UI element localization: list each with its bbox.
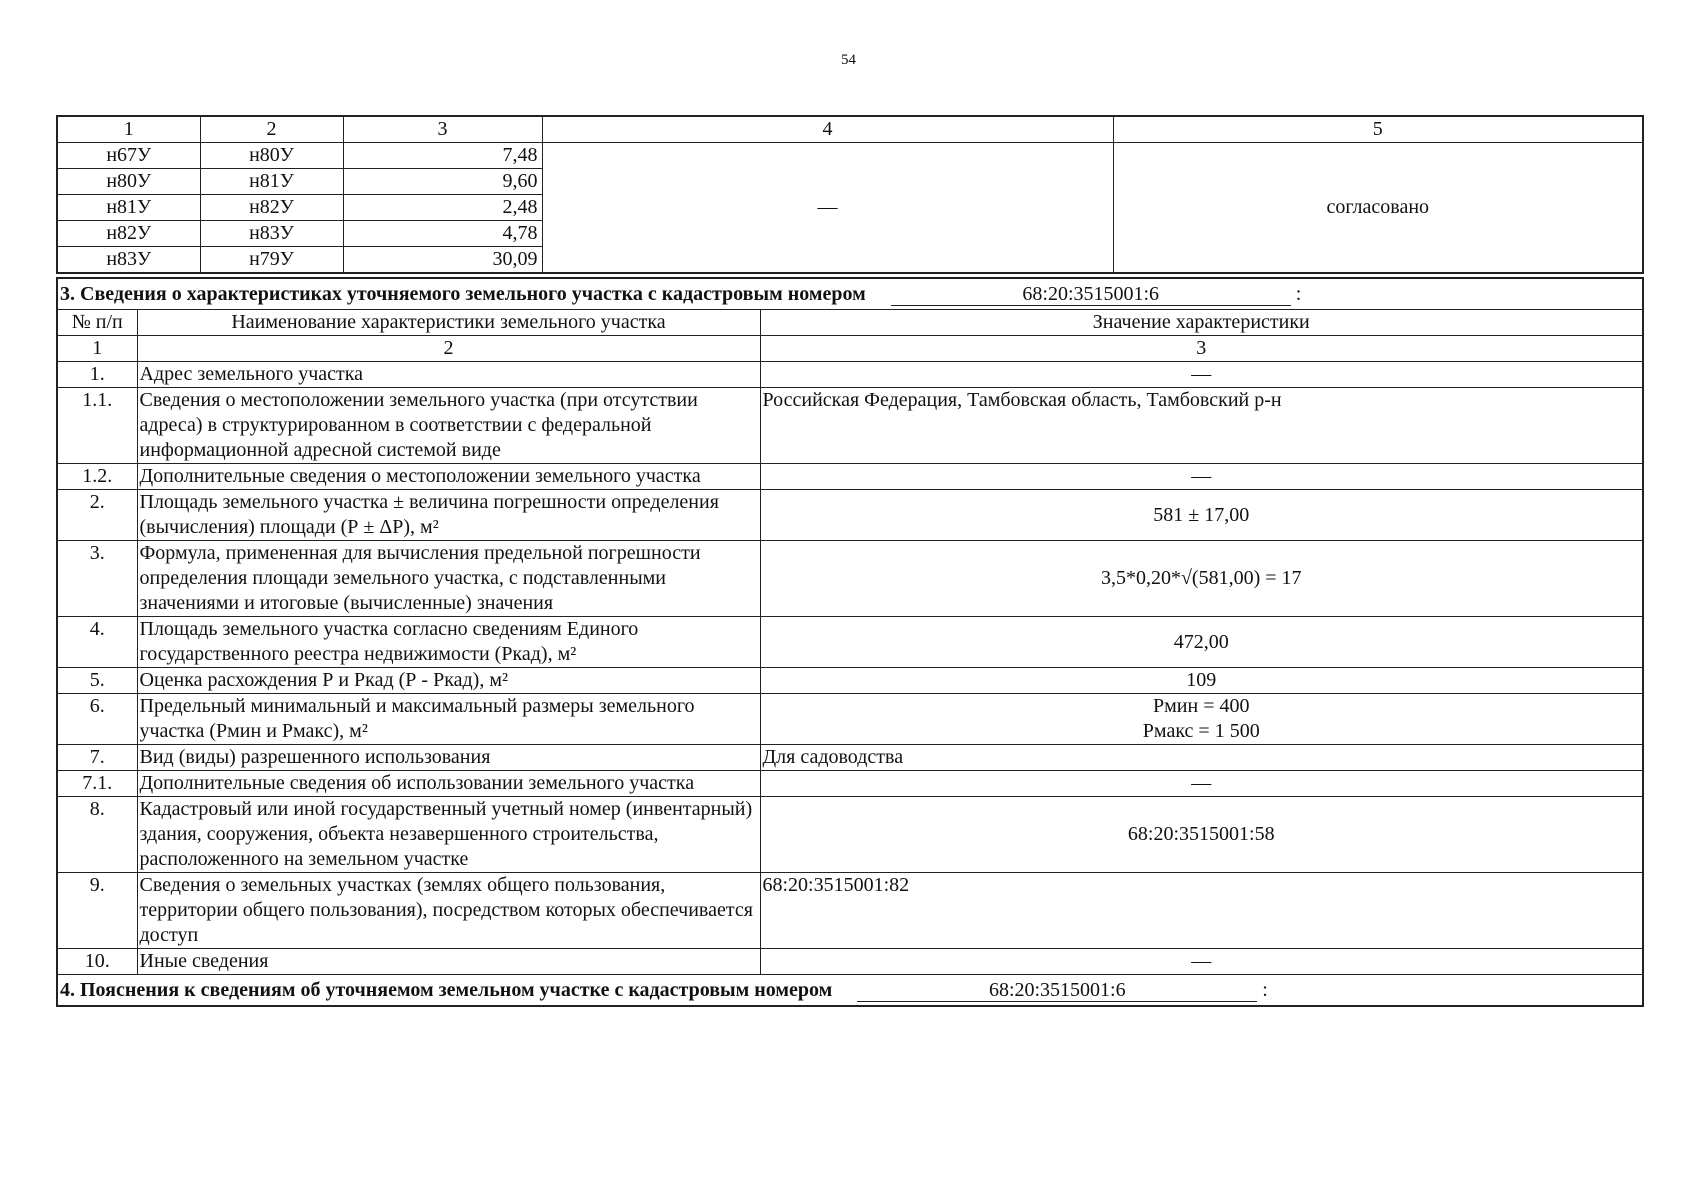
boundary-table [56, 115, 1644, 274]
characteristic-name: Вид (виды) разрешенного использования [137, 745, 760, 771]
table-row [57, 797, 1643, 873]
row-number: 1. [57, 362, 137, 388]
characteristic-name: Дополнительные сведения о местоположении земельного участка [137, 464, 760, 490]
segment-length: 30,09 [343, 247, 542, 274]
characteristic-value: — [760, 362, 1643, 388]
row-number: 5. [57, 668, 137, 694]
row-number: 7. [57, 745, 137, 771]
characteristic-name: Кадастровый или иной государственный учетный номер (инвентарный) здания, сооружения, объекта незавершенного строительства, расположенного на земельном участке [137, 797, 760, 873]
characteristic-value: — [760, 771, 1643, 797]
row-number: 2. [57, 490, 137, 541]
characteristic-value: Для садоводства [760, 745, 1643, 771]
point-from: н80У [57, 169, 200, 195]
point-to: н79У [200, 247, 343, 274]
point-to: н81У [200, 169, 343, 195]
characteristic-name: Сведения о земельных участках (землях общего пользования, территории общего пользования), посредством которых обеспечивается доступ [137, 873, 760, 949]
table-row [57, 464, 1643, 490]
column-number-row [57, 336, 1643, 362]
row-number: 3. [57, 541, 137, 617]
segment-length: 9,60 [343, 169, 542, 195]
table-row [57, 949, 1643, 975]
characteristic-value: 472,00 [760, 617, 1643, 668]
characteristic-value: 581 ± 17,00 [760, 490, 1643, 541]
row-number: 10. [57, 949, 137, 975]
min-area-value: Рмин = 400 [1153, 695, 1250, 717]
header-cell: № п/п [57, 310, 137, 336]
section3-cadastral-number: 68:20:3515001:6 [891, 283, 1291, 306]
approval-status: согласовано [1113, 143, 1643, 274]
header-cell: 3 [343, 116, 542, 143]
header-cell: 1 [57, 116, 200, 143]
characteristic-name: Адрес земельного участка [137, 362, 760, 388]
point-to: н80У [200, 143, 343, 169]
table-row [57, 745, 1643, 771]
row-number: 1.1. [57, 388, 137, 464]
section3-title-row [57, 278, 1643, 310]
characteristic-value: 3,5*0,20*√(581,00) = 17 [760, 541, 1643, 617]
section4-title-row [57, 975, 1643, 1007]
table-row [57, 617, 1643, 668]
section3-title: 3. Сведения о характеристиках уточняемого земельного участка с кадастровым номером [60, 283, 866, 305]
header-cell: Значение характеристики [760, 310, 1643, 336]
max-area-value: Рмакс = 1 500 [1142, 720, 1260, 742]
row-number: 4. [57, 617, 137, 668]
point-from: н67У [57, 143, 200, 169]
characteristic-name: Площадь земельного участка ± величина погрешности определения (вычисления) площади (Р ± ΔР), м² [137, 490, 760, 541]
section3-colon: : [1295, 283, 1302, 305]
point-from: н81У [57, 195, 200, 221]
point-to: н83У [200, 221, 343, 247]
row-number: 9. [57, 873, 137, 949]
segment-length: 4,78 [343, 221, 542, 247]
characteristics-table [56, 277, 1644, 1007]
characteristic-name: Иные сведения [137, 949, 760, 975]
point-from: н82У [57, 221, 200, 247]
table-row [57, 771, 1643, 797]
row-number: 6. [57, 694, 137, 745]
table-row [57, 873, 1643, 949]
segment-length: 7,48 [343, 143, 542, 169]
table-row [57, 541, 1643, 617]
row-number: 7.1. [57, 771, 137, 797]
col4-value: — [542, 143, 1113, 274]
characteristic-name: Дополнительные сведения об использовании земельного участка [137, 771, 760, 797]
table-row [57, 694, 1643, 745]
table-header-row [57, 310, 1643, 336]
characteristic-value: 68:20:3515001:58 [760, 797, 1643, 873]
segment-length: 2,48 [343, 195, 542, 221]
section4-cadastral-number: 68:20:3515001:6 [857, 979, 1257, 1002]
characteristic-name: Предельный минимальный и максимальный размеры земельного участка (Рмин и Рмакс), м² [137, 694, 760, 745]
table-header-row [57, 116, 1643, 143]
characteristic-value: Российская Федерация, Тамбовская область, Тамбовский р-н [760, 388, 1643, 464]
characteristic-value: 68:20:3515001:82 [760, 873, 1643, 949]
point-to: н82У [200, 195, 343, 221]
characteristic-name: Оценка расхождения Р и Ркад (Р - Ркад), м² [137, 668, 760, 694]
page-number: 54 [841, 52, 856, 68]
table-row [57, 668, 1643, 694]
characteristic-name: Сведения о местоположении земельного участка (при отсутствии адреса) в структурированном в соответствии с федеральной информационной адресной системой виде [137, 388, 760, 464]
column-number: 3 [760, 336, 1643, 362]
column-number: 2 [137, 336, 760, 362]
header-cell: 4 [542, 116, 1113, 143]
characteristic-name: Площадь земельного участка согласно сведениям Единого государственного реестра недвижимости (Ркад), м² [137, 617, 760, 668]
column-number: 1 [57, 336, 137, 362]
table-row [57, 362, 1643, 388]
characteristic-value: — [760, 949, 1643, 975]
section4-title: 4. Пояснения к сведениям об уточняемом земельном участке с кадастровым номером [60, 979, 833, 1001]
characteristic-value-pair [760, 694, 1643, 745]
point-from: н83У [57, 247, 200, 274]
characteristic-value: — [760, 464, 1643, 490]
row-number: 8. [57, 797, 137, 873]
characteristic-name: Формула, примененная для вычисления предельной погрешности определения площади земельного участка, с подставленными значениями и итоговые (вычисленные) значения [137, 541, 760, 617]
section4-colon: : [1262, 979, 1268, 1001]
row-number: 1.2. [57, 464, 137, 490]
table-row [57, 143, 1643, 169]
characteristic-value: 109 [760, 668, 1643, 694]
header-cell: 2 [200, 116, 343, 143]
header-cell: 5 [1113, 116, 1643, 143]
table-row [57, 388, 1643, 464]
header-cell: Наименование характеристики земельного участка [137, 310, 760, 336]
table-row [57, 490, 1643, 541]
